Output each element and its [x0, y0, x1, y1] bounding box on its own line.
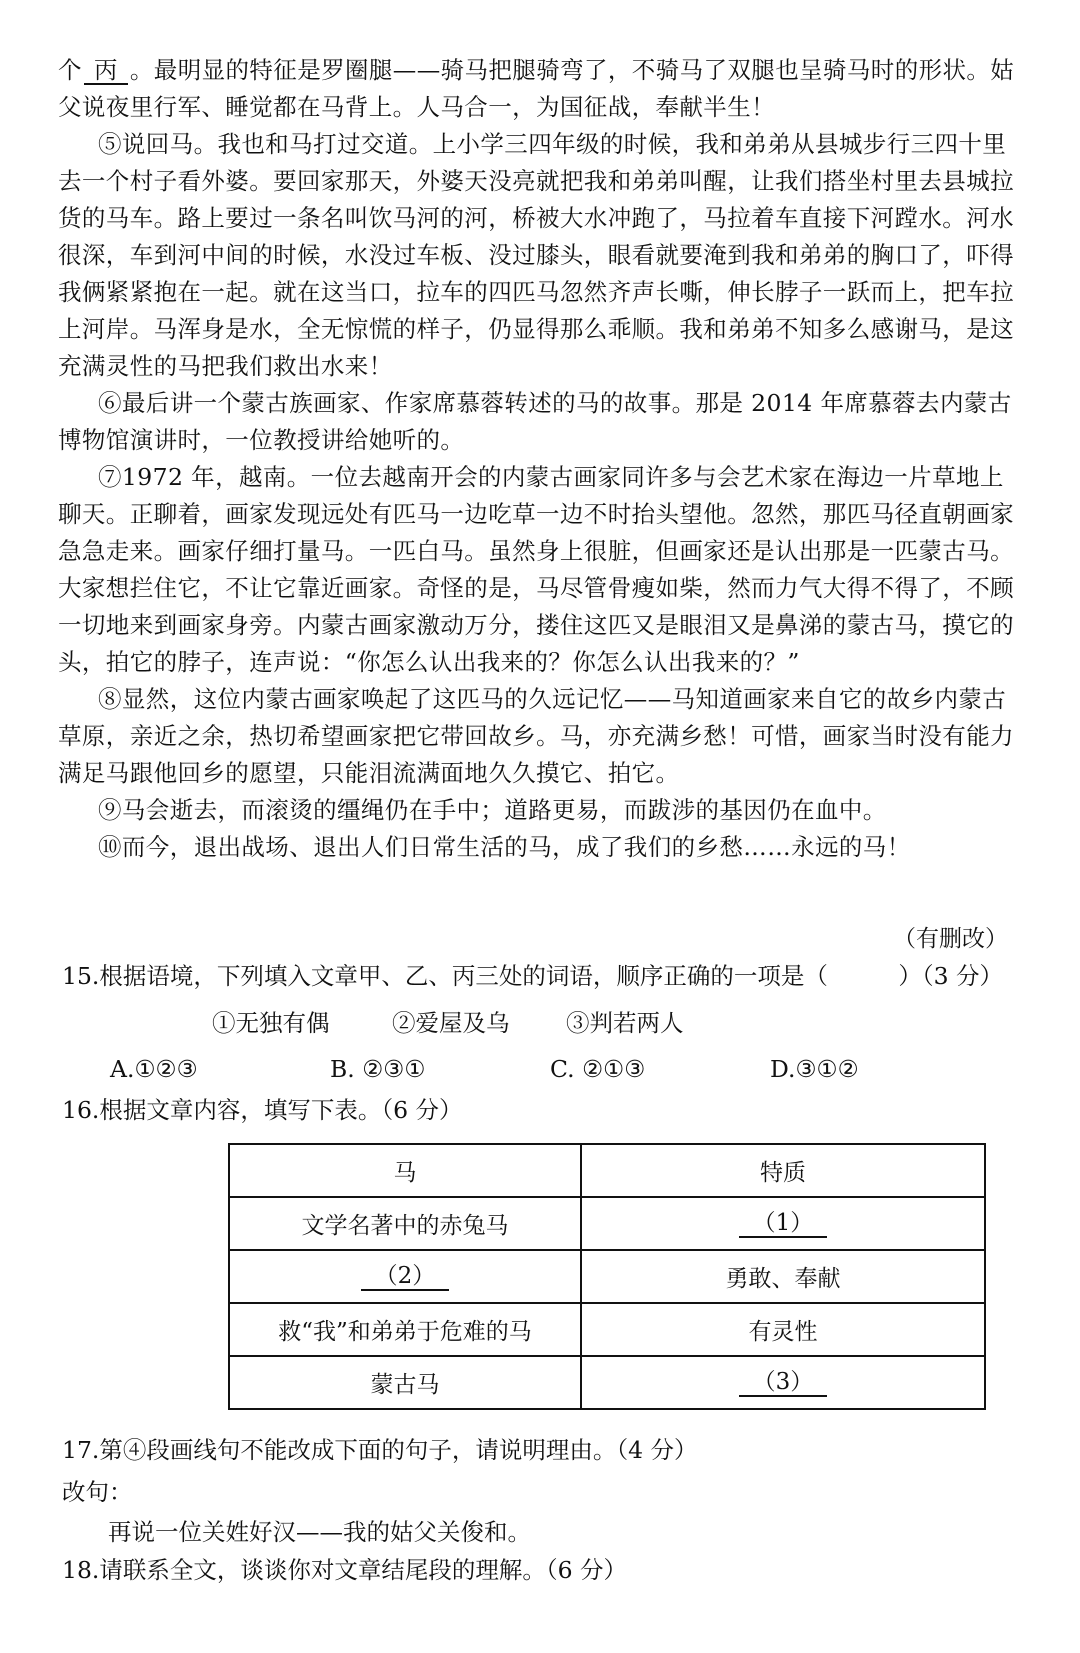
table-row: [229, 1303, 985, 1356]
paragraph-8-line: 满足马跟他回乡的愿望，只能泪流满面地久久摸它、拍它。: [58, 759, 680, 787]
table-header: 特质: [581, 1144, 985, 1197]
paragraph-7-line: 头，拍它的脖子，连声说：“你怎么认出我来的？你怎么认出我来的？”: [58, 648, 800, 676]
table-cell: 蒙古马: [229, 1356, 581, 1409]
table-cell: 勇敢、奉献: [581, 1250, 985, 1303]
source-note: （有删改）: [893, 926, 1008, 952]
table-cell-blank[interactable]: [581, 1356, 985, 1409]
paragraph-4-line-2: 父说夜里行军、睡觉都在马背上。人马合一，为国征战，奉献半生！: [58, 93, 775, 121]
paragraph-7-line: 急急走来。画家仔细打量马。一匹白马。虽然身上很脏，但画家还是认出那是一匹蒙古马。: [58, 537, 1014, 565]
paragraph-8-line: 草原，亲近之余，热切希望画家把它带回故乡。马，亦充满乡愁！可惜，画家当时没有能力: [58, 722, 1014, 750]
paragraph-4-line-1: 个 丙 。最明显的特征是罗圈腿——骑马把腿骑弯了，不骑马了双腿也呈骑马时的形状。姑: [58, 56, 1015, 84]
paragraph-5-line: 我俩紧紧抱在一起。就在这当口，拉车的四匹马忽然齐声长嘶，伸长脖子一跃而上，把车拉: [58, 278, 1014, 306]
q15-word-3: ③判若两人: [566, 1009, 684, 1037]
blank-2: （2）: [361, 1263, 450, 1291]
paragraph-5-line: 货的马车。路上要过一条名叫饮马河的河，桥被大水冲跑了，马拉着车直接下河蹚水。河水: [58, 204, 1014, 232]
question-18-stem: 18.请联系全文，谈谈你对文章结尾段的理解。（6 分）: [62, 1556, 628, 1584]
answer-table: [228, 1143, 986, 1410]
q15-word-2: ②爱屋及乌: [392, 1009, 510, 1037]
table-row: [229, 1197, 985, 1250]
table-cell: 有灵性: [581, 1303, 985, 1356]
paragraph-6-line: 博物馆演讲时，一位教授讲给她听的。: [58, 426, 465, 454]
table-header-row: [229, 1144, 985, 1197]
table-header: 马: [229, 1144, 581, 1197]
blank-1: （1）: [739, 1210, 828, 1238]
table-row: [229, 1250, 985, 1303]
q17-sentence: 再说一位关姓好汉——我的姑父关俊和。: [108, 1518, 531, 1546]
paragraph-7-line: ⑦1972 年，越南。一位去越南开会的内蒙古画家同许多与会艺术家在海边一片草地上: [98, 463, 1004, 491]
paragraph-7-line: 聊天。正聊着，画家发现远处有匹马一边吃草一边不时抬头望他。忽然，那匹马径直朝画家: [58, 500, 1014, 528]
table-cell-blank[interactable]: [229, 1250, 581, 1303]
q15-option-a[interactable]: A.①②③: [110, 1055, 198, 1083]
question-16-stem: 16.根据文章内容，填写下表。（6 分）: [62, 1096, 463, 1124]
blank-3: （3）: [739, 1369, 828, 1397]
q15-option-c[interactable]: C. ②①③: [550, 1055, 646, 1083]
table-cell: 救“我”和弟弟于危难的马: [229, 1303, 581, 1356]
paragraph-5-line: 上河岸。马浑身是水，全无惊慌的样子，仍显得那么乖顺。我和弟弟不知多么感谢马，是这: [58, 315, 1014, 343]
paragraph-5-line: ⑤说回马。我也和马打过交道。上小学三四年级的时候，我和弟弟从县城步行三四十里: [98, 130, 1007, 158]
table-cell-blank[interactable]: [581, 1197, 985, 1250]
table-cell: 文学名著中的赤兔马: [229, 1197, 581, 1250]
q15-option-b[interactable]: B. ②③①: [330, 1055, 426, 1083]
paragraph-5-line: 充满灵性的马把我们救出水来！: [58, 352, 393, 380]
paragraph-8-line: ⑧显然，这位内蒙古画家唤起了这匹马的久远记忆——马知道画家来自它的故乡内蒙古: [98, 685, 1007, 713]
q15-option-d[interactable]: D.③①②: [770, 1055, 859, 1083]
paragraph-6-line: ⑥最后讲一个蒙古族画家、作家席慕蓉转述的马的故事。那是 2014 年席慕蓉去内蒙古: [98, 389, 1012, 417]
q15-word-1: ①无独有偶: [212, 1009, 330, 1037]
paragraph-5-line: 去一个村子看外婆。要回家那天，外婆天没亮就把我和弟弟叫醒，让我们搭坐村里去县城拉: [58, 167, 1014, 195]
table-row: [229, 1356, 985, 1409]
q17-label: 改句：: [62, 1478, 133, 1506]
question-15-stem: 15.根据语境，下列填入文章甲、乙、丙三处的词语，顺序正确的一项是（ ）（3 分）: [62, 962, 1004, 990]
paragraph-5-line: 很深，车到河中间的时候，水没过车板、没过膝头，眼看就要淹到我和弟弟的胸口了，吓得: [58, 241, 1014, 269]
blank-bing: 丙: [84, 57, 128, 85]
question-17-stem: 17.第④段画线句不能改成下面的句子，请说明理由。（4 分）: [62, 1436, 698, 1464]
paragraph-10: ⑩而今，退出战场、退出人们日常生活的马，成了我们的乡愁……永远的马！: [98, 833, 911, 861]
paragraph-7-line: 大家想拦住它，不让它靠近画家。奇怪的是，马尽管骨瘦如柴，然而力气大得不得了，不顾: [58, 574, 1014, 602]
paragraph-7-line: 一切地来到画家身旁。内蒙古画家激动万分，搂住这匹又是眼泪又是鼻涕的蒙古马，摸它的: [58, 611, 1014, 639]
paragraph-9: ⑨马会逝去，而滚烫的缰绳仍在手中；道路更易，而跋涉的基因仍在血中。: [98, 796, 887, 824]
